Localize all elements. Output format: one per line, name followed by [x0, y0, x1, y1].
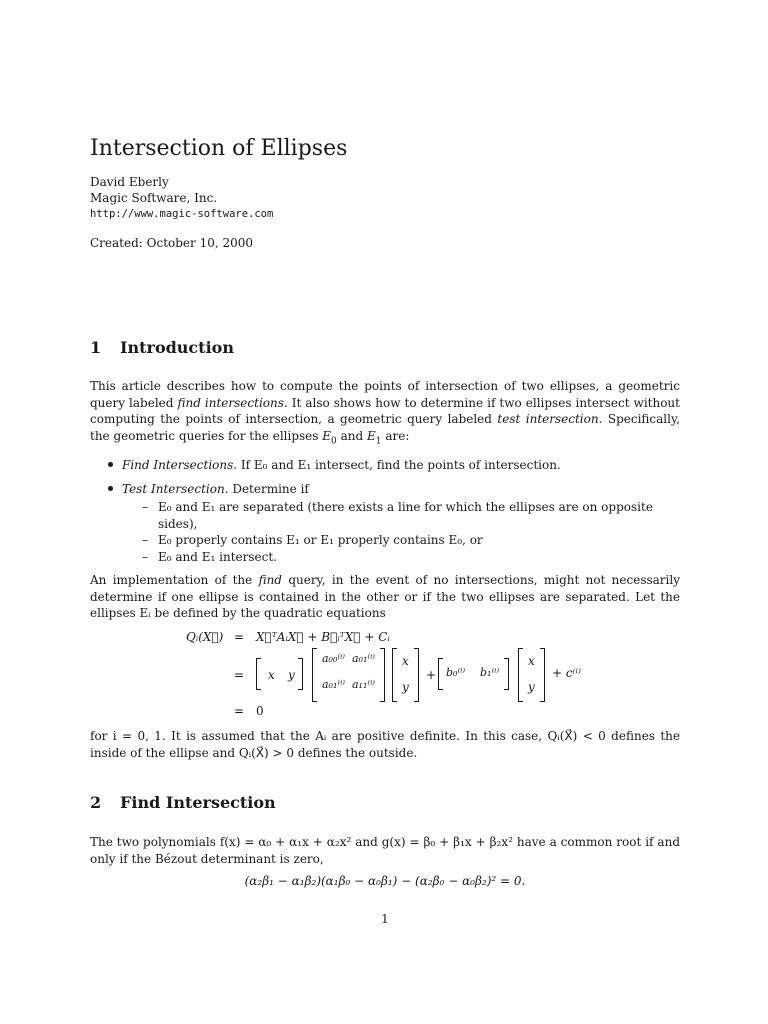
eq-row-1: X⃗ᵀAᵢX⃗ + B⃗ᵢᵀX⃗ + Cᵢ — [256, 630, 390, 644]
intro-paragraph-3: for i = 0, 1. It is assumed that the Aᵢ are positive definite. In this case, Qᵢ(X⃗) < 0 defines the inside of the ellipse and Qᵢ(X⃗) > 0 defines the outside. — [90, 729, 680, 760]
bracket-left — [518, 648, 523, 702]
text-run: This article describes how to compute the points of intersection of two ellipses, a geometric query labeled — [90, 379, 680, 410]
bracket-right — [298, 658, 303, 690]
vec-x: x — [528, 654, 535, 668]
math-e: E — [322, 428, 332, 443]
text-run: . Specifically, the geometric queries for the ellipses — [90, 412, 680, 443]
section-number: 2 — [90, 793, 102, 812]
section-title: Find Intersection — [120, 793, 276, 812]
vec-b0: b₀⁽ⁱ⁾ — [446, 666, 466, 679]
bracket-left — [312, 648, 317, 702]
vec-x: x — [268, 668, 275, 682]
text-run: An implementation of the — [90, 573, 253, 587]
eq-sign: = — [234, 630, 245, 644]
plus-sign: + — [426, 668, 437, 682]
bullet-icon — [108, 462, 113, 467]
created-date: Created: October 10, 2000 — [90, 236, 254, 250]
quadratic-equation-block — [90, 628, 680, 718]
author-url[interactable]: http://www.magic-software.com — [90, 208, 274, 220]
text-run: . It also shows how to determine if two ellipses intersect without computing the points of intersection, a geometric query labeled — [90, 395, 680, 426]
bracket-right — [540, 648, 545, 702]
find-paragraph-1: The two polynomials f(x) = α₀ + α₁x + α₂x² and g(x) = β₀ + β₁x + β₂x² have a common root if and only if the Bézout determinant is zero, — [90, 835, 680, 866]
matrix-a01: a₀₁⁽ⁱ⁾ — [352, 652, 375, 665]
bezout-equation: (α₂β₁ − α₁β₂)(α₁β₀ − α₀β₁) − (α₂β₀ − α₀β₂)² = 0. — [244, 874, 526, 888]
sub-list-item: – E₀ properly contains E₁ or E₁ properly contains E₀, or — [142, 533, 483, 547]
list-item — [108, 481, 678, 566]
bullet-label: Find Intersections — [122, 458, 234, 472]
bullet-icon — [108, 486, 113, 491]
query-list — [108, 457, 678, 565]
bullet-text: . Determine if — [224, 481, 309, 496]
term-find-intersections: find intersections — [177, 395, 284, 410]
vec-y: y — [288, 668, 295, 682]
paper-page — [90, 0, 680, 1024]
sub-item-text: E₀ and E₁ intersect. — [158, 549, 277, 564]
bracket-left — [256, 658, 261, 690]
eq-constant: + c⁽ⁱ⁾ — [552, 666, 581, 680]
vec-x: x — [402, 654, 409, 668]
section-number: 1 — [90, 338, 102, 357]
vec-b1: b₁⁽ⁱ⁾ — [480, 666, 500, 679]
bullet-label: Test Intersection — [122, 481, 225, 496]
sub-item-text: E₀ properly contains E₁ or E₁ properly contains E₀, or — [158, 533, 483, 547]
eq-sign: = — [234, 668, 245, 682]
page-number: 1 — [381, 912, 389, 926]
vec-y: y — [528, 680, 535, 694]
sub-list-item: – E₀ and E₁ intersect. — [142, 549, 277, 564]
section-title: Introduction — [120, 338, 234, 357]
matrix-a00: a₀₀⁽ⁱ⁾ — [322, 652, 345, 665]
bracket-right — [504, 658, 509, 690]
list-item — [108, 457, 678, 474]
sub-list-item: – E₀ and E₁ are separated (there exists a line for which the ellipses are on opposite sides), — [142, 500, 653, 531]
term-find: find — [258, 573, 282, 587]
eq-sign: = — [234, 704, 245, 718]
sub-item-text: E₀ and E₁ are separated (there exists a line for which the ellipses are on opposite sides), — [158, 500, 653, 531]
matrix-a10: a₀₁⁽ⁱ⁾ — [322, 678, 345, 691]
intro-paragraph-1: This article describes how to compute the points of intersection of two ellipses, a geometric query labeled find intersections. It also shows how to determine if two ellipses intersect without computing the points of intersection, a geometric query labeled test intersection. Specifically, the geometric queries for the ellipses $E_0$ and $E_1$ are: — [90, 379, 680, 446]
text-run: query, in the event of no intersections, might not necessarily determine if one ellipse is contained in the other or if the two ellipses are separated. Let the ellipses Eᵢ be defined by the quadratic equations — [90, 573, 680, 620]
bracket-right — [380, 648, 385, 702]
eq-lhs: Qᵢ(X⃗) — [186, 630, 224, 644]
paper-title: Intersection of Ellipses — [90, 136, 348, 161]
bullet-text: . If E₀ and E₁ intersect, find the points of intersection. — [233, 458, 561, 472]
sub-list — [122, 499, 678, 565]
bracket-left — [438, 658, 443, 690]
eq-row-3: 0 — [256, 704, 264, 718]
bracket-left — [392, 648, 397, 702]
intro-paragraph-2 — [90, 572, 680, 622]
term-test-intersection: test intersection — [497, 412, 599, 426]
author-company: Magic Software, Inc. — [90, 191, 218, 205]
bracket-right — [414, 648, 419, 702]
section-heading-find-intersection — [90, 793, 276, 812]
section-heading-introduction — [90, 338, 234, 357]
author-name: David Eberly — [90, 175, 169, 189]
author-block — [90, 174, 273, 222]
matrix-a11: a₁₁⁽ⁱ⁾ — [352, 678, 375, 691]
text-run: and — [340, 428, 364, 443]
text-run: are: — [385, 428, 410, 443]
vec-y: y — [402, 680, 409, 694]
